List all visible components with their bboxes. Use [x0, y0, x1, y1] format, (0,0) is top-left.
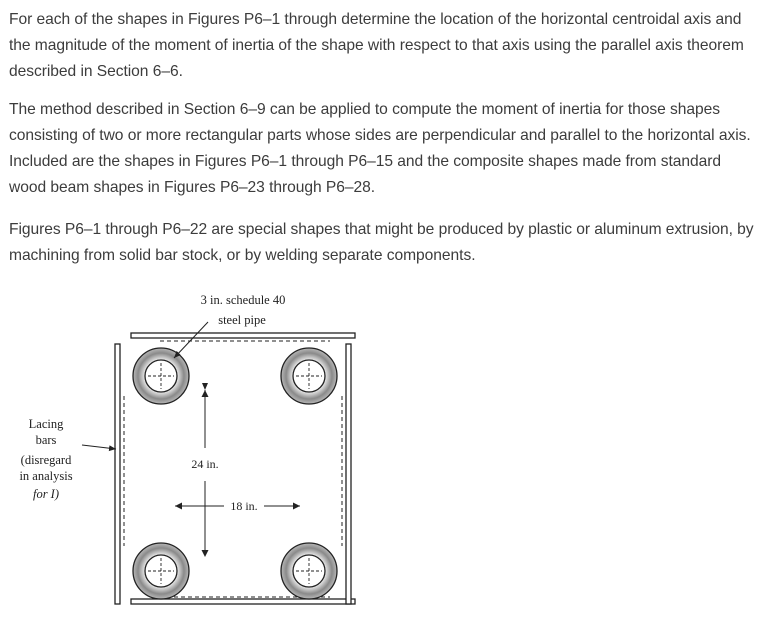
height-dimension	[202, 390, 209, 557]
pipe-label-line2: steel pipe	[218, 313, 266, 327]
pipe-bottom-right	[281, 543, 337, 599]
top-plate	[131, 333, 355, 341]
paragraph-shapes-note: Figures P6–1 through P6–22 are special shapes that might be produced by plastic or aluminum extrusion, by machining from solid bar stock, or by welding separate components.	[9, 221, 754, 264]
pipe-label-line1: 3 in. schedule 40	[200, 293, 286, 307]
lacing-label-line1: Lacing	[28, 417, 64, 431]
width-dimension-label: 18 in.	[230, 499, 258, 513]
paragraph-problem-statement: For each of the shapes in Figures P6–1 through determine the location of the horizontal centroidal axis and the magnitude of the moment of inertia of the shape with respect to that axis using the parallel axis theorem described in Section 6–6.	[9, 11, 744, 80]
pipe-top-left	[133, 348, 189, 404]
lacing-label-line5: for I)	[32, 487, 60, 501]
lacing-label-line3: (disregard	[20, 453, 72, 467]
pipe-column-figure	[0, 286, 420, 623]
height-dimension-label: 24 in.	[191, 457, 219, 471]
paragraph-method-note: The method described in Section 6–9 can be applied to compute the moment of inertia for those shapes consisting of two or more rectangular parts whose sides are perpendicular and parallel to the horizontal axis. Included are the shapes in Figures P6–1 through P6–15 and the composite shapes made from standard wood beam shapes in Figures P6–23 through P6–28.	[9, 101, 751, 196]
lacing-label-line4: in analysis	[19, 469, 73, 483]
pipe-label-leader	[174, 322, 208, 358]
pipe-top-right	[281, 348, 337, 404]
lacing-label-line2: bars	[35, 433, 57, 447]
left-side-plate	[115, 344, 124, 604]
pipe-bottom-left	[133, 543, 189, 599]
right-side-plate	[342, 344, 351, 604]
lacing-bars-leader	[82, 445, 116, 449]
